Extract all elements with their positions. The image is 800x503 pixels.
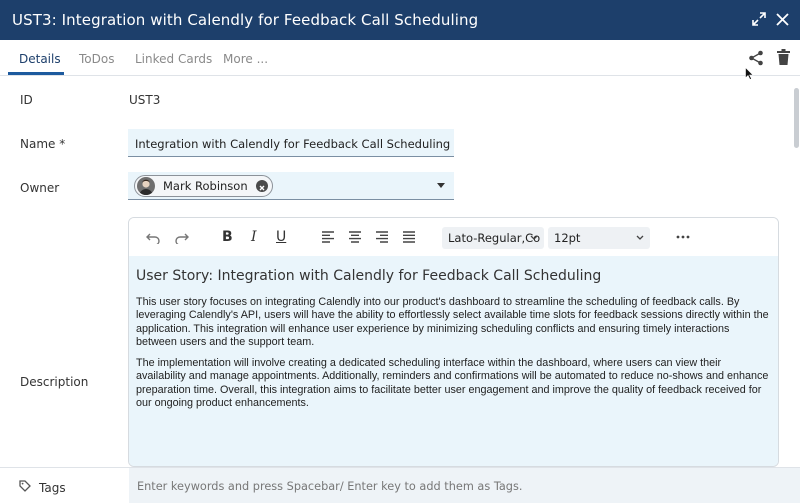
tab-more[interactable]: More ...: [223, 52, 269, 66]
close-icon[interactable]: [775, 12, 790, 27]
tags-label: Tags: [39, 481, 66, 495]
chevron-down-icon: [530, 235, 538, 241]
align-left-icon[interactable]: [321, 230, 335, 244]
dialog-title: UST3: Integration with Calendly for Feedback Call Scheduling: [12, 11, 479, 29]
tags-placeholder: Enter keywords and press Spacebar/ Enter key to add them as Tags.: [137, 480, 523, 493]
chevron-down-icon[interactable]: [437, 183, 445, 188]
name-value: Integration with Calendly for Feedback Call Scheduling: [135, 137, 451, 151]
active-tab-indicator: [8, 72, 64, 75]
tags-bar: [0, 467, 800, 502]
chevron-down-icon: [636, 235, 644, 241]
tags-input[interactable]: [129, 468, 800, 503]
tab-todos[interactable]: ToDos: [79, 52, 115, 66]
name-label: Name *: [20, 137, 66, 151]
name-field[interactable]: [128, 129, 454, 157]
font-family-value: Lato-Regular,Co: [448, 231, 541, 245]
tag-icon: [19, 480, 31, 492]
story-heading: User Story: Integration with Calendly for Feedback Call Scheduling: [136, 268, 602, 284]
tab-linked-cards[interactable]: Linked Cards: [135, 52, 213, 66]
align-center-icon[interactable]: [348, 230, 362, 244]
mouse-cursor-icon: [745, 67, 754, 80]
align-justify-icon[interactable]: [402, 230, 416, 244]
bold-icon[interactable]: B: [222, 229, 233, 245]
scrollbar-thumb[interactable]: [794, 88, 799, 148]
underline-icon[interactable]: U: [276, 229, 287, 245]
id-label: ID: [20, 93, 33, 107]
story-paragraph: The implementation will involve creating a dedicated scheduling interface within the dashboard, where users can view their availability and manage appointments. Additionally, reminders and confirmations will be automated to reduce no-shows and enhance preparation time. Overall, this integration aims to facilitate better user engagement and improve the quality of feedback received for our ongoing product enhancements.: [136, 357, 769, 410]
owner-chip: [134, 175, 273, 197]
editor-toolbar: [129, 218, 779, 256]
owner-label: Owner: [20, 181, 60, 195]
tab-bar: [0, 40, 800, 76]
owner-select[interactable]: [128, 172, 454, 200]
story-paragraph: This user story focuses on integrating Calendly into our product's dashboard to streamline the scheduling of feedback calls. By leveraging Calendly's API, users will have the ability to effortlessly select available time slots for feedback sessions directly within the application. This integration will enhance user experience by minimizing scheduling conflicts and ensuring timely interactions between users and the support team.: [136, 296, 769, 348]
redo-icon[interactable]: [175, 230, 189, 244]
editor-content[interactable]: [129, 256, 779, 467]
font-size-value: 12pt: [554, 231, 581, 245]
align-right-icon[interactable]: [375, 230, 389, 244]
tags-label-area: [0, 468, 128, 503]
description-editor[interactable]: [128, 217, 779, 467]
description-label: Description: [20, 375, 89, 389]
owner-name: Mark Robinson: [163, 179, 248, 193]
id-value: UST3: [129, 93, 161, 107]
expand-icon[interactable]: [752, 12, 766, 26]
trash-icon[interactable]: [777, 49, 790, 65]
font-size-select[interactable]: [548, 227, 650, 249]
tab-details[interactable]: Details: [19, 52, 61, 66]
italic-icon[interactable]: I: [251, 229, 257, 245]
more-options-icon[interactable]: [676, 230, 690, 244]
remove-owner-icon[interactable]: [256, 180, 268, 192]
share-icon[interactable]: [748, 50, 764, 66]
undo-icon[interactable]: [146, 230, 160, 244]
avatar: [137, 177, 155, 195]
font-family-select[interactable]: [442, 227, 544, 249]
dialog-header: [0, 0, 800, 40]
